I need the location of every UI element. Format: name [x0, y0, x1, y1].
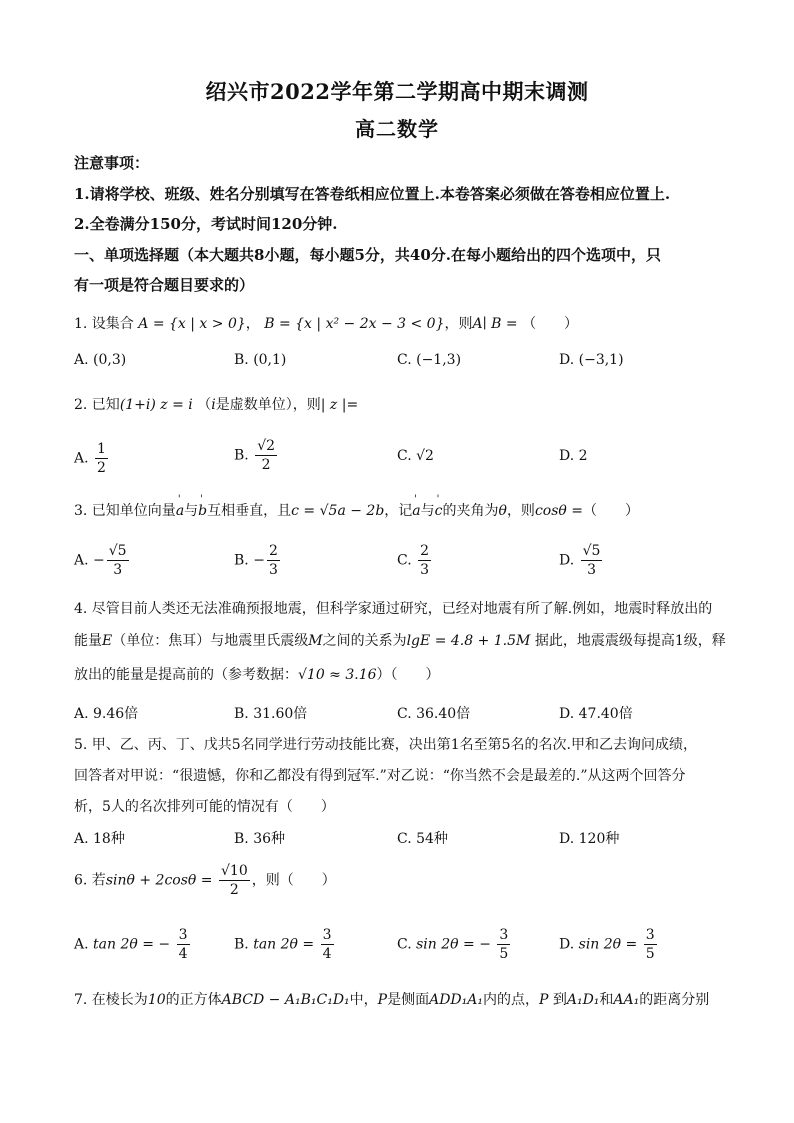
question-3-stem: 3. 已知单位向量' a与' b互相垂直，且c = √5a − 2b，记' a与' c的夹角为θ，则cosθ =（ ）: [74, 500, 714, 520]
question-6-option-a: A. tan 2θ = − $\frac{3}{4}$: [74, 927, 188, 962]
question-5-option-b: B. 36种: [234, 831, 286, 847]
question-4-line-1: 4. 尽管目前人类还无法准确预报地震，但科学家通过研究，已经对地震有所了解.例如，地震时释放出的: [74, 601, 713, 617]
question-4-option-a: A. 9.46倍: [74, 706, 139, 722]
question-3-option-c: C. $\frac{2}{3}$: [397, 543, 430, 578]
question-6-option-d: D. sin 2θ = $\frac{3}{5}$: [559, 927, 655, 962]
notes-item-2: 2.全卷满分150分，考试时间120分钟.: [74, 215, 338, 233]
question-2-option-d: D. 2: [559, 448, 588, 464]
question-1-option-b: B. (0,1): [234, 352, 287, 368]
question-1-option-a: A. (0,3): [74, 352, 127, 368]
question-4-option-c: C. 36.40倍: [397, 706, 471, 722]
notes-heading: 注意事项：: [74, 154, 150, 172]
question-7-stem: 7. 在棱长为10的正方体ABCD − A₁B₁C₁D₁中，P是侧面ADD₁A₁内的点，P 到A₁D₁和AA₁的距离分别: [74, 992, 710, 1008]
section-heading-line-2: 有一项是符合题目要求的）: [74, 276, 255, 294]
question-2-option-c: C. √2: [397, 448, 434, 464]
set-b-formula: B = {x | x² − 2x − 3 < 0}: [264, 316, 445, 332]
question-1-option-c: C. (−1,3): [397, 352, 462, 368]
question-4-line-3: 放出的能量是提高前的（参考数据：√10 ≈ 3.16）（ ）: [74, 667, 440, 683]
question-5-line-2: 回答者对甲说：“很遗憾，你和乙都没有得到冠军.”对乙说：“你当然不会是最差的.”从这两个回答分: [74, 768, 686, 784]
exam-title: 绍兴市2022学年第二学期高中期末调测: [205, 79, 589, 104]
question-4-line-2: 能量E（单位：焦耳）与地震里氏震级M之间的关系为lgE = 4.8 + 1.5M 据此，地震震级每提高1级，释: [74, 633, 726, 649]
question-5-line-3: 析，5人的名次排列可能的情况有（ ）: [74, 799, 335, 815]
question-5-option-d: D. 120种: [559, 831, 620, 847]
question-4-option-b: B. 31.60倍: [234, 706, 308, 722]
question-2-stem: 2. 已知(1+i) z = i （i是虚数单位），则| z |=: [74, 397, 359, 413]
section-heading-line-1: 一、单项选择题（本大题共8小题，每小题5分，共40分.在每小题给出的四个选项中，只: [74, 246, 661, 264]
set-a-formula: A = {x | x > 0}: [138, 316, 246, 332]
question-3-option-a: A. − $\frac{√5}{3}$: [74, 543, 127, 578]
notes-item-1: 1.请将学校、班级、姓名分别填写在答卷纸相应位置上.本卷答案必须做在答卷相应位置上.: [74, 185, 671, 203]
question-6-stem: 6. 若sinθ + 2cosθ = $\frac{√10}{2}$ ，则（ ）: [74, 863, 336, 898]
question-2-option-b: B. $\frac{√2}{2}$: [234, 438, 276, 473]
question-5-option-a: A. 18种: [74, 831, 125, 847]
question-6-option-c: C. sin 2θ = − $\frac{3}{5}$: [397, 927, 509, 962]
question-1-option-d: D. (−3,1): [559, 352, 624, 368]
question-3-option-b: B. − $\frac{2}{3}$: [234, 543, 278, 578]
question-2-option-a: A. $\frac{1}{2}$: [74, 441, 106, 476]
question-5-line-1: 5. 甲、乙、丙、丁、戊共5名同学进行劳动技能比赛，决出第1名至第5名的名次.甲和乙去询问成绩，: [74, 737, 697, 753]
exam-subtitle: 高二数学: [355, 117, 439, 141]
question-4-option-d: D. 47.40倍: [559, 706, 633, 722]
question-6-option-b: B. tan 2θ = $\frac{3}{4}$: [234, 927, 332, 962]
question-5-option-c: C. 54种: [397, 831, 448, 847]
question-3-option-d: D. $\frac{√5}{3}$: [559, 543, 601, 578]
question-1-stem: 1. 设集合 A = {x | x > 0}， B = {x | x² − 2x − 3 < 0}，则A∣ B = （ ）: [74, 316, 579, 332]
